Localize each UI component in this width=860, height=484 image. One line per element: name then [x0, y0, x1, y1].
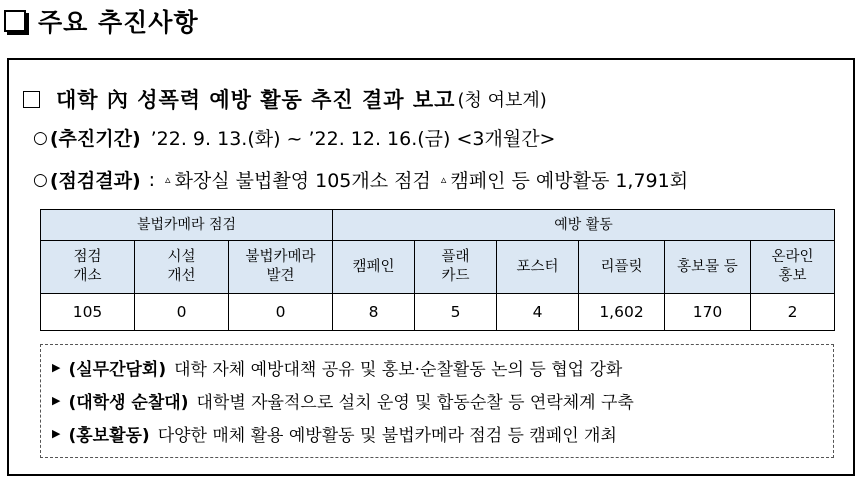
result-label: (점검결과) — [49, 170, 141, 192]
arrow-bullet-icon: ▶ — [52, 394, 61, 407]
table-cell: 2 — [751, 294, 835, 331]
column-header: 온라인 홍보 — [751, 241, 835, 294]
table-cell: 8 — [333, 294, 415, 331]
triangle-bullet-icon: ▵ — [165, 173, 171, 186]
section-title: 대학 內 성폭력 예방 활동 추진 결과 보고 — [56, 88, 456, 112]
column-header: 캠페인 — [333, 241, 415, 294]
table-row — [41, 294, 835, 331]
page-title: 주요 추진사항 — [38, 8, 199, 37]
table-group-header-row — [41, 210, 835, 241]
group-header-prevention: 예방 활동 — [333, 210, 835, 241]
column-header: 점검 개소 — [41, 241, 135, 294]
column-header: 포스터 — [497, 241, 579, 294]
section-heading — [23, 84, 547, 114]
period-line — [33, 124, 555, 151]
table-cell: 1,602 — [579, 294, 665, 331]
triangle-bullet-icon: ▵ — [440, 173, 447, 186]
group-header-camera: 불법카메라 점검 — [41, 210, 333, 241]
content-frame — [7, 58, 855, 476]
table-column-header-row — [41, 241, 835, 294]
checkbox-icon — [4, 10, 26, 32]
column-header: 홍보물 등 — [665, 241, 751, 294]
note-label: (홍보활동) — [68, 426, 150, 446]
table-cell: 4 — [497, 294, 579, 331]
note-item — [52, 388, 634, 413]
column-header: 불법카메라 발견 — [229, 241, 333, 294]
column-header: 리플릿 — [579, 241, 665, 294]
table-cell: 105 — [41, 294, 135, 331]
note-text: 대학 자체 예방대책 공유 및 홍보·순찰활동 논의 등 협업 강화 — [174, 360, 623, 380]
page-header — [4, 4, 199, 38]
note-text: 대학별 자율적으로 설치 운영 및 합동순찰 등 연락체계 구축 — [196, 393, 634, 413]
circle-bullet-icon: ○ — [33, 127, 48, 148]
result-item-1: 화장실 불법촬영 105개소 점검 — [174, 170, 431, 192]
table-cell: 0 — [135, 294, 229, 331]
notes-box — [40, 344, 834, 458]
table-cell: 0 — [229, 294, 333, 331]
arrow-bullet-icon: ▶ — [52, 427, 61, 440]
arrow-bullet-icon: ▶ — [52, 361, 61, 374]
result-item-2: 캠페인 등 예방활동 1,791회 — [450, 170, 689, 192]
note-label: (대학생 순찰대) — [68, 393, 189, 413]
section-dept: (청 여보계) — [457, 90, 547, 111]
period-label: (추진기간) — [49, 128, 141, 150]
circle-bullet-icon: ○ — [33, 169, 48, 190]
column-header: 시설 개선 — [135, 241, 229, 294]
table-cell: 5 — [415, 294, 497, 331]
result-colon: : — [148, 168, 156, 191]
results-table — [40, 209, 835, 331]
note-item — [52, 355, 622, 380]
period-value: ’22. 9. 13.(화) ~ ’22. 12. 16.(금) <3개월간> — [150, 128, 556, 150]
note-label: (실무간담회) — [68, 360, 167, 380]
column-header: 플래 카드 — [415, 241, 497, 294]
square-bullet-icon — [23, 91, 40, 108]
table-cell: 170 — [665, 294, 751, 331]
note-text: 다양한 매체 활용 예방활동 및 불법카메라 점검 등 캠페인 개최 — [157, 426, 617, 446]
note-item — [52, 421, 617, 446]
result-line — [33, 166, 688, 193]
